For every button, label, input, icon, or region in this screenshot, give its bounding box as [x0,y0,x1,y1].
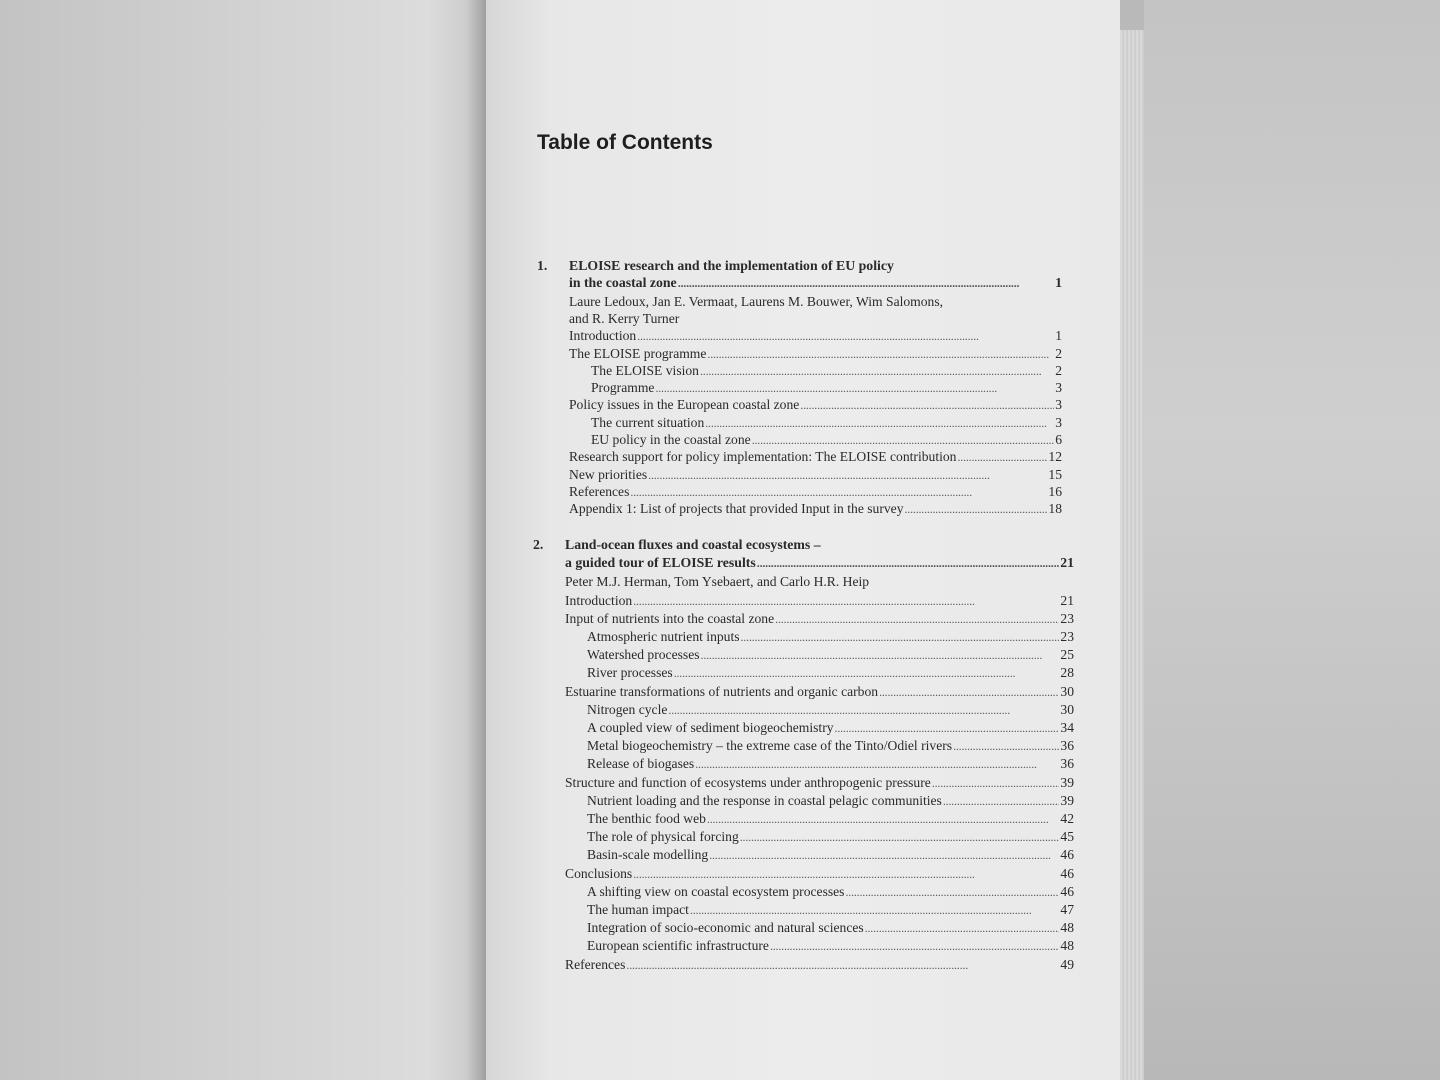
dot-leader [690,901,1059,919]
entry-title: A shifting view on coastal ecosystem processes [587,883,845,899]
page-number: 49 [1060,956,1074,972]
dot-leader [668,701,1059,719]
page-number: 2 [1055,362,1062,378]
dot-leader [757,554,1059,572]
page-number: 23 [1060,610,1074,626]
chapter-number: 1. [537,258,548,273]
dot-leader [705,414,1054,432]
entry-title: Introduction [565,592,633,608]
chapter-authors: Laure Ledoux, Jan E. Vermaat, Laurens M. Bouwer, Wim Salomons, [569,293,944,309]
dot-leader [633,592,1059,610]
dot-leader [709,846,1059,864]
dot-leader [865,919,1060,937]
toc-entry [587,846,1074,864]
chapter-title-line [569,274,1062,292]
entry-title: River processes [587,665,673,681]
page-number: 3 [1055,397,1062,413]
dot-leader [707,345,1054,363]
entry-title: References [565,956,626,972]
entry-title: The human impact [587,902,689,917]
toc-entry [591,379,1062,397]
page-number: 25 [1060,647,1074,663]
toc-entry [565,774,1074,792]
page-number: 28 [1060,665,1074,681]
entry-title: The role of physical forcing [587,829,739,845]
page-number: 2 [1055,345,1062,361]
dot-leader [905,500,1048,518]
chapter-title-line: ELOISE research and the implementation of EU policy [569,258,894,273]
dot-leader [770,937,1059,955]
toc-entry [587,755,1074,773]
page-number: 47 [1060,902,1074,917]
dot-leader [648,466,1047,484]
toc-entry [565,610,1074,628]
dot-leader [752,431,1055,449]
page-number: 36 [1060,738,1074,754]
entry-title: A coupled view of sediment biogeochemistry [587,720,834,735]
toc-entry [587,883,1074,901]
entry-title: in the coastal zone [569,275,677,291]
page-number: 6 [1055,432,1062,447]
chapter-title-line: Land-ocean fluxes and coastal ecosystems – [565,537,821,552]
entry-title: Nutrient loading and the response in coastal pelagic communities [587,792,942,808]
entry-title: New priorities [569,466,648,482]
page-number: 34 [1060,720,1074,735]
entry-title: Watershed processes [587,647,700,663]
page-number: 21 [1060,592,1074,608]
entry-title: References [569,483,630,499]
page-number: 18 [1048,501,1062,517]
dot-leader [630,483,1047,501]
entry-title: Metal biogeochemistry – the extreme case of the Tinto/Odiel rivers [587,738,953,754]
entry-title: Integration of socio-economic and natural sciences [587,920,864,936]
left-page [0,0,486,1080]
toc-entry [569,448,1062,466]
dot-leader [953,737,1059,755]
toc-entry [569,327,1062,345]
toc-entry [587,810,1074,828]
toc-entry [591,362,1062,380]
page-number: 16 [1048,483,1062,499]
toc-entry [587,737,1074,755]
toc-entry [587,701,1074,719]
entry-title: Structure and function of ecosystems under anthropogenic pressure [565,774,931,790]
page-number: 48 [1060,938,1074,954]
page-number: 42 [1060,811,1074,826]
dot-leader [633,865,1059,883]
toc-entry [591,431,1062,449]
page-number: 36 [1060,756,1074,772]
toc-entry [587,664,1074,682]
entry-title: Atmospheric nutrient inputs [587,629,740,644]
page-number: 48 [1060,920,1074,936]
page-number: 46 [1060,865,1074,881]
entry-title: Policy issues in the European coastal zone [569,397,800,413]
entry-title: Release of biogases [587,756,695,772]
chapter-number: 2. [533,537,544,552]
toc-entry [587,646,1074,664]
toc-entry [565,683,1074,701]
page-number: 1 [1055,328,1062,344]
toc-entry [587,628,1074,646]
toc-entry [591,414,1062,432]
page-edges [1120,30,1144,1080]
dot-leader [879,683,1059,701]
dot-leader [932,774,1060,792]
dot-leader [707,810,1060,828]
page-number: 30 [1060,701,1074,717]
dot-leader [700,362,1054,380]
entry-title: Introduction [569,328,637,344]
dot-leader [800,396,1054,414]
backdrop [1144,0,1440,1080]
entry-title: EU policy in the coastal zone [591,432,751,447]
toc-entry [587,937,1074,955]
entry-title: The benthic food web [587,811,706,826]
dot-leader [741,628,1060,646]
entry-title: The ELOISE programme [569,345,707,361]
entry-title: Conclusions [565,865,633,881]
toc-entry [587,792,1074,810]
dot-leader [775,610,1059,628]
page-number: 45 [1060,829,1074,845]
dot-leader [626,956,1059,974]
dot-leader [943,792,1060,810]
entry-title: a guided tour of ELOISE results [565,555,756,571]
chapter-authors: Peter M.J. Herman, Tom Ysebaert, and Carlo H.R. Heip [565,574,870,590]
entry-title: Estuarine transformations of nutrients and organic carbon [565,683,879,699]
toc-entry [587,901,1074,919]
page-number: 3 [1055,414,1062,430]
entry-title: Programme [591,380,655,396]
dot-leader [637,327,1054,345]
toc-entry [565,592,1074,610]
dot-leader [655,379,1054,397]
page-number: 39 [1060,792,1074,808]
toc-entry [569,483,1062,501]
page-number: 23 [1060,629,1074,644]
entry-title: Research support for policy implementation: The ELOISE contribution [569,449,957,465]
entry-title: Appendix 1: List of projects that provided Input in the survey [569,501,904,517]
dot-leader [695,755,1059,773]
entry-title: The ELOISE vision [591,362,699,378]
toc-entry [569,396,1062,414]
entry-title: The current situation [591,414,705,430]
toc-entry [565,865,1074,883]
page-number: 3 [1055,380,1062,396]
dot-leader [845,883,1059,901]
dot-leader [835,719,1060,737]
page-number: 46 [1060,847,1074,863]
page-title: Table of Contents [537,131,713,154]
chapter-authors: and R. Kerry Turner [569,310,680,326]
entry-title: European scientific infrastructure [587,938,769,954]
toc-entry [587,719,1074,737]
dot-leader [674,664,1060,682]
toc-entry [569,500,1062,518]
entry-title: Basin-scale modelling [587,847,709,863]
page-number: 12 [1048,449,1062,465]
dot-leader [740,828,1060,846]
entry-title: Input of nutrients into the coastal zone [565,610,775,626]
toc-entry [569,345,1062,363]
page-number: 1 [1055,275,1062,291]
toc-entry [587,919,1074,937]
toc-entry [569,466,1062,484]
page-number: 21 [1060,555,1074,571]
page-number: 30 [1060,683,1074,699]
toc-entry [565,956,1074,974]
dot-leader [701,646,1060,664]
page-number: 15 [1048,466,1062,482]
page-number: 46 [1060,883,1074,899]
chapter-title-line [565,554,1074,572]
entry-title: Nitrogen cycle [587,701,668,717]
dot-leader [957,448,1047,466]
toc-entry [587,828,1074,846]
dot-leader [678,274,1054,292]
page-number: 39 [1060,774,1074,790]
